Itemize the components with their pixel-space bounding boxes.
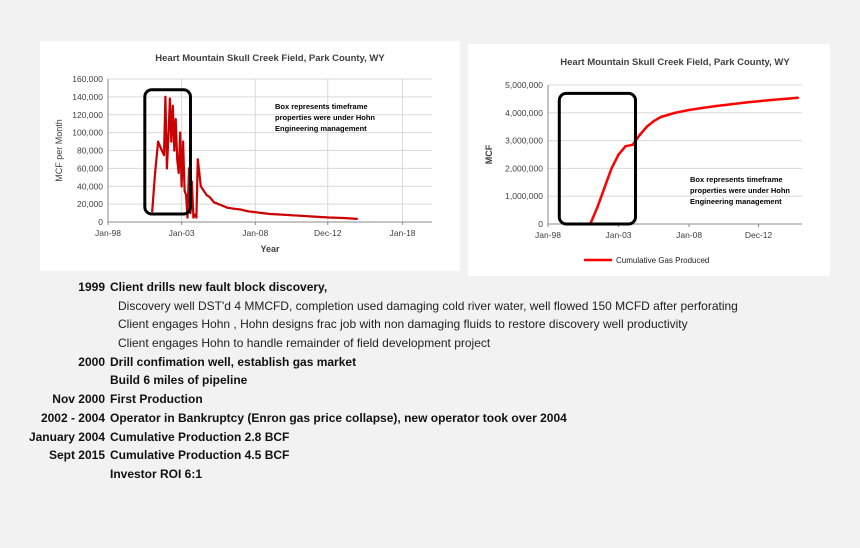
- data-point: [758, 100, 761, 103]
- data-point: [660, 116, 663, 119]
- data-point: [185, 194, 187, 196]
- data-point: [276, 213, 278, 215]
- timeline-row: [0, 315, 860, 334]
- data-point: [178, 172, 180, 174]
- data-point: [151, 210, 153, 212]
- data-point: [154, 172, 156, 174]
- timeline-event: Operator in Bankruptcy (Enron gas price collapse), new operator took over 2004: [110, 410, 567, 425]
- data-point: [702, 107, 705, 110]
- timeline-event: Investor ROI 6:1: [110, 466, 203, 481]
- data-point: [169, 98, 171, 100]
- timeline-event: Build 6 miles of pipeline: [110, 373, 248, 388]
- data-point: [646, 125, 649, 128]
- y-tick-label: 20,000: [77, 199, 103, 210]
- data-point: [239, 208, 241, 210]
- data-point: [730, 103, 733, 106]
- data-point: [232, 207, 234, 209]
- data-point: [170, 140, 172, 142]
- right-chart-panel: [468, 44, 830, 276]
- data-point: [163, 154, 165, 156]
- x-tick-label: Jan-03: [605, 230, 632, 240]
- timeline-detail: Discovery well DST'd 4 MMCFD, completion used damaging cold river water, well flowed 150 MCFD after perforating: [118, 298, 738, 313]
- y-tick-label: 100,000: [72, 127, 103, 138]
- data-point: [638, 134, 641, 137]
- data-point: [262, 212, 264, 214]
- y-tick-label: 5,000,000: [505, 80, 543, 90]
- data-point: [203, 190, 205, 192]
- timeline-row: [0, 334, 860, 353]
- data-point: [313, 216, 315, 218]
- data-point: [172, 105, 174, 107]
- data-point: [617, 153, 620, 156]
- y-tick-label: 160,000: [72, 74, 103, 84]
- data-point: [298, 215, 300, 217]
- y-axis-label: MCF: [484, 144, 494, 165]
- y-tick-label: 0: [98, 217, 103, 227]
- data-point: [197, 158, 199, 160]
- timeline-row: [0, 465, 860, 484]
- y-tick-label: 80,000: [77, 145, 103, 156]
- data-point: [254, 211, 256, 213]
- data-point: [160, 148, 162, 150]
- data-point: [175, 118, 177, 120]
- data-point: [744, 101, 747, 104]
- timeline-date: 2000: [78, 354, 105, 369]
- x-tick-label: Dec-12: [744, 230, 773, 240]
- data-point: [797, 97, 800, 100]
- y-tick-label: 3,000,000: [505, 135, 543, 146]
- data-point: [596, 206, 599, 209]
- monthly-production-chart: [40, 41, 460, 271]
- data-point: [624, 145, 627, 148]
- timeline-row: [0, 390, 860, 409]
- data-point: [716, 105, 719, 108]
- timeline-row: [0, 278, 860, 297]
- project-timeline: [0, 278, 860, 484]
- chart-title: Heart Mountain Skull Creek Field, Park County, WY: [155, 53, 385, 64]
- timeline-date: 2002 - 2004: [40, 410, 105, 425]
- y-tick-label: 120,000: [72, 109, 103, 120]
- data-point: [183, 190, 185, 192]
- timeline-row: [0, 371, 860, 390]
- data-point: [209, 196, 211, 198]
- x-tick-label: Jan-08: [242, 228, 269, 238]
- timeline-detail: Client engages Hohn , Hohn designs frac job with non damaging fluids to restore discovery well productivity: [118, 317, 688, 332]
- x-tick-label: Jan-03: [168, 228, 195, 238]
- cumulative-production-chart: [468, 44, 830, 276]
- timeline-event: Drill confimation well, establish gas market: [110, 354, 357, 369]
- timeline-row: [0, 428, 860, 447]
- data-point: [200, 185, 202, 187]
- data-point: [176, 158, 178, 160]
- x-tick-label: Jan-98: [95, 228, 121, 238]
- data-point: [631, 144, 634, 147]
- timeline-event: First Production: [110, 392, 203, 407]
- box-annotation: Box represents timeframe properties were under Hohn Engineering management: [275, 102, 376, 133]
- data-point: [166, 167, 168, 169]
- y-tick-label: 0: [538, 219, 543, 229]
- data-point: [653, 120, 656, 123]
- timeline-row: [0, 353, 860, 372]
- data-point: [213, 201, 215, 203]
- timeline-detail: Client engages Hohn to handle remainder of field development project: [118, 336, 491, 351]
- x-tick-label: Jan-18: [389, 228, 416, 238]
- data-point: [192, 216, 194, 218]
- data-point: [247, 210, 249, 212]
- left-chart-panel: [40, 41, 460, 271]
- data-point: [217, 203, 219, 205]
- data-point: [610, 167, 613, 170]
- y-axis-label: MCF per Month: [54, 119, 64, 182]
- x-tick-label: Jan-98: [535, 230, 561, 240]
- data-point: [787, 97, 790, 100]
- data-point: [194, 214, 196, 216]
- y-tick-label: 60,000: [77, 163, 103, 174]
- box-annotation: Box represents timeframe properties were under Hohn Engineering management: [690, 175, 791, 206]
- timeline-event: Cumulative Production 4.5 BCF: [110, 448, 290, 463]
- data-point: [182, 140, 184, 142]
- timeline-event: Client drills new fault block discovery,: [110, 280, 328, 294]
- data-point: [291, 214, 293, 216]
- x-tick-label: Jan-08: [676, 230, 703, 240]
- data-point: [206, 194, 208, 196]
- data-point: [198, 172, 200, 174]
- timeline-event: Cumulative Production 2.8 BCF: [110, 429, 290, 444]
- timeline-date: January 2004: [28, 429, 105, 444]
- timeline-date: Sept 2015: [48, 448, 105, 463]
- timeline-row: [0, 446, 860, 465]
- x-tick-label: Dec-12: [314, 228, 342, 238]
- data-point: [173, 149, 175, 151]
- data-point: [284, 214, 286, 216]
- y-tick-label: 2,000,000: [505, 163, 543, 174]
- data-point: [186, 216, 188, 218]
- y-tick-label: 1,000,000: [505, 191, 543, 202]
- data-point: [688, 109, 691, 112]
- legend-label: Cumulative Gas Produced: [616, 256, 710, 265]
- data-point: [603, 187, 606, 190]
- x-axis-label: Year: [260, 244, 280, 254]
- data-point: [195, 216, 197, 218]
- y-tick-label: 4,000,000: [505, 107, 543, 118]
- data-point: [674, 112, 677, 115]
- data-point: [343, 217, 345, 219]
- y-tick-label: 140,000: [72, 91, 103, 102]
- data-point: [328, 216, 330, 218]
- data-point: [226, 207, 228, 209]
- data-point: [181, 185, 183, 187]
- data-point: [157, 140, 159, 142]
- timeline-row: [0, 297, 860, 316]
- y-tick-label: 40,000: [77, 181, 103, 192]
- data-point: [773, 98, 776, 101]
- timeline-date: 1999: [78, 280, 105, 294]
- timeline-date: Nov 2000: [52, 392, 105, 407]
- data-point: [167, 136, 169, 138]
- data-point: [269, 213, 271, 215]
- data-point: [356, 218, 358, 220]
- timeline-row: [0, 409, 860, 428]
- data-point: [179, 132, 181, 134]
- chart-title: Heart Mountain Skull Creek Field, Park County, WY: [560, 57, 790, 68]
- data-point: [164, 96, 166, 98]
- data-point: [222, 205, 224, 207]
